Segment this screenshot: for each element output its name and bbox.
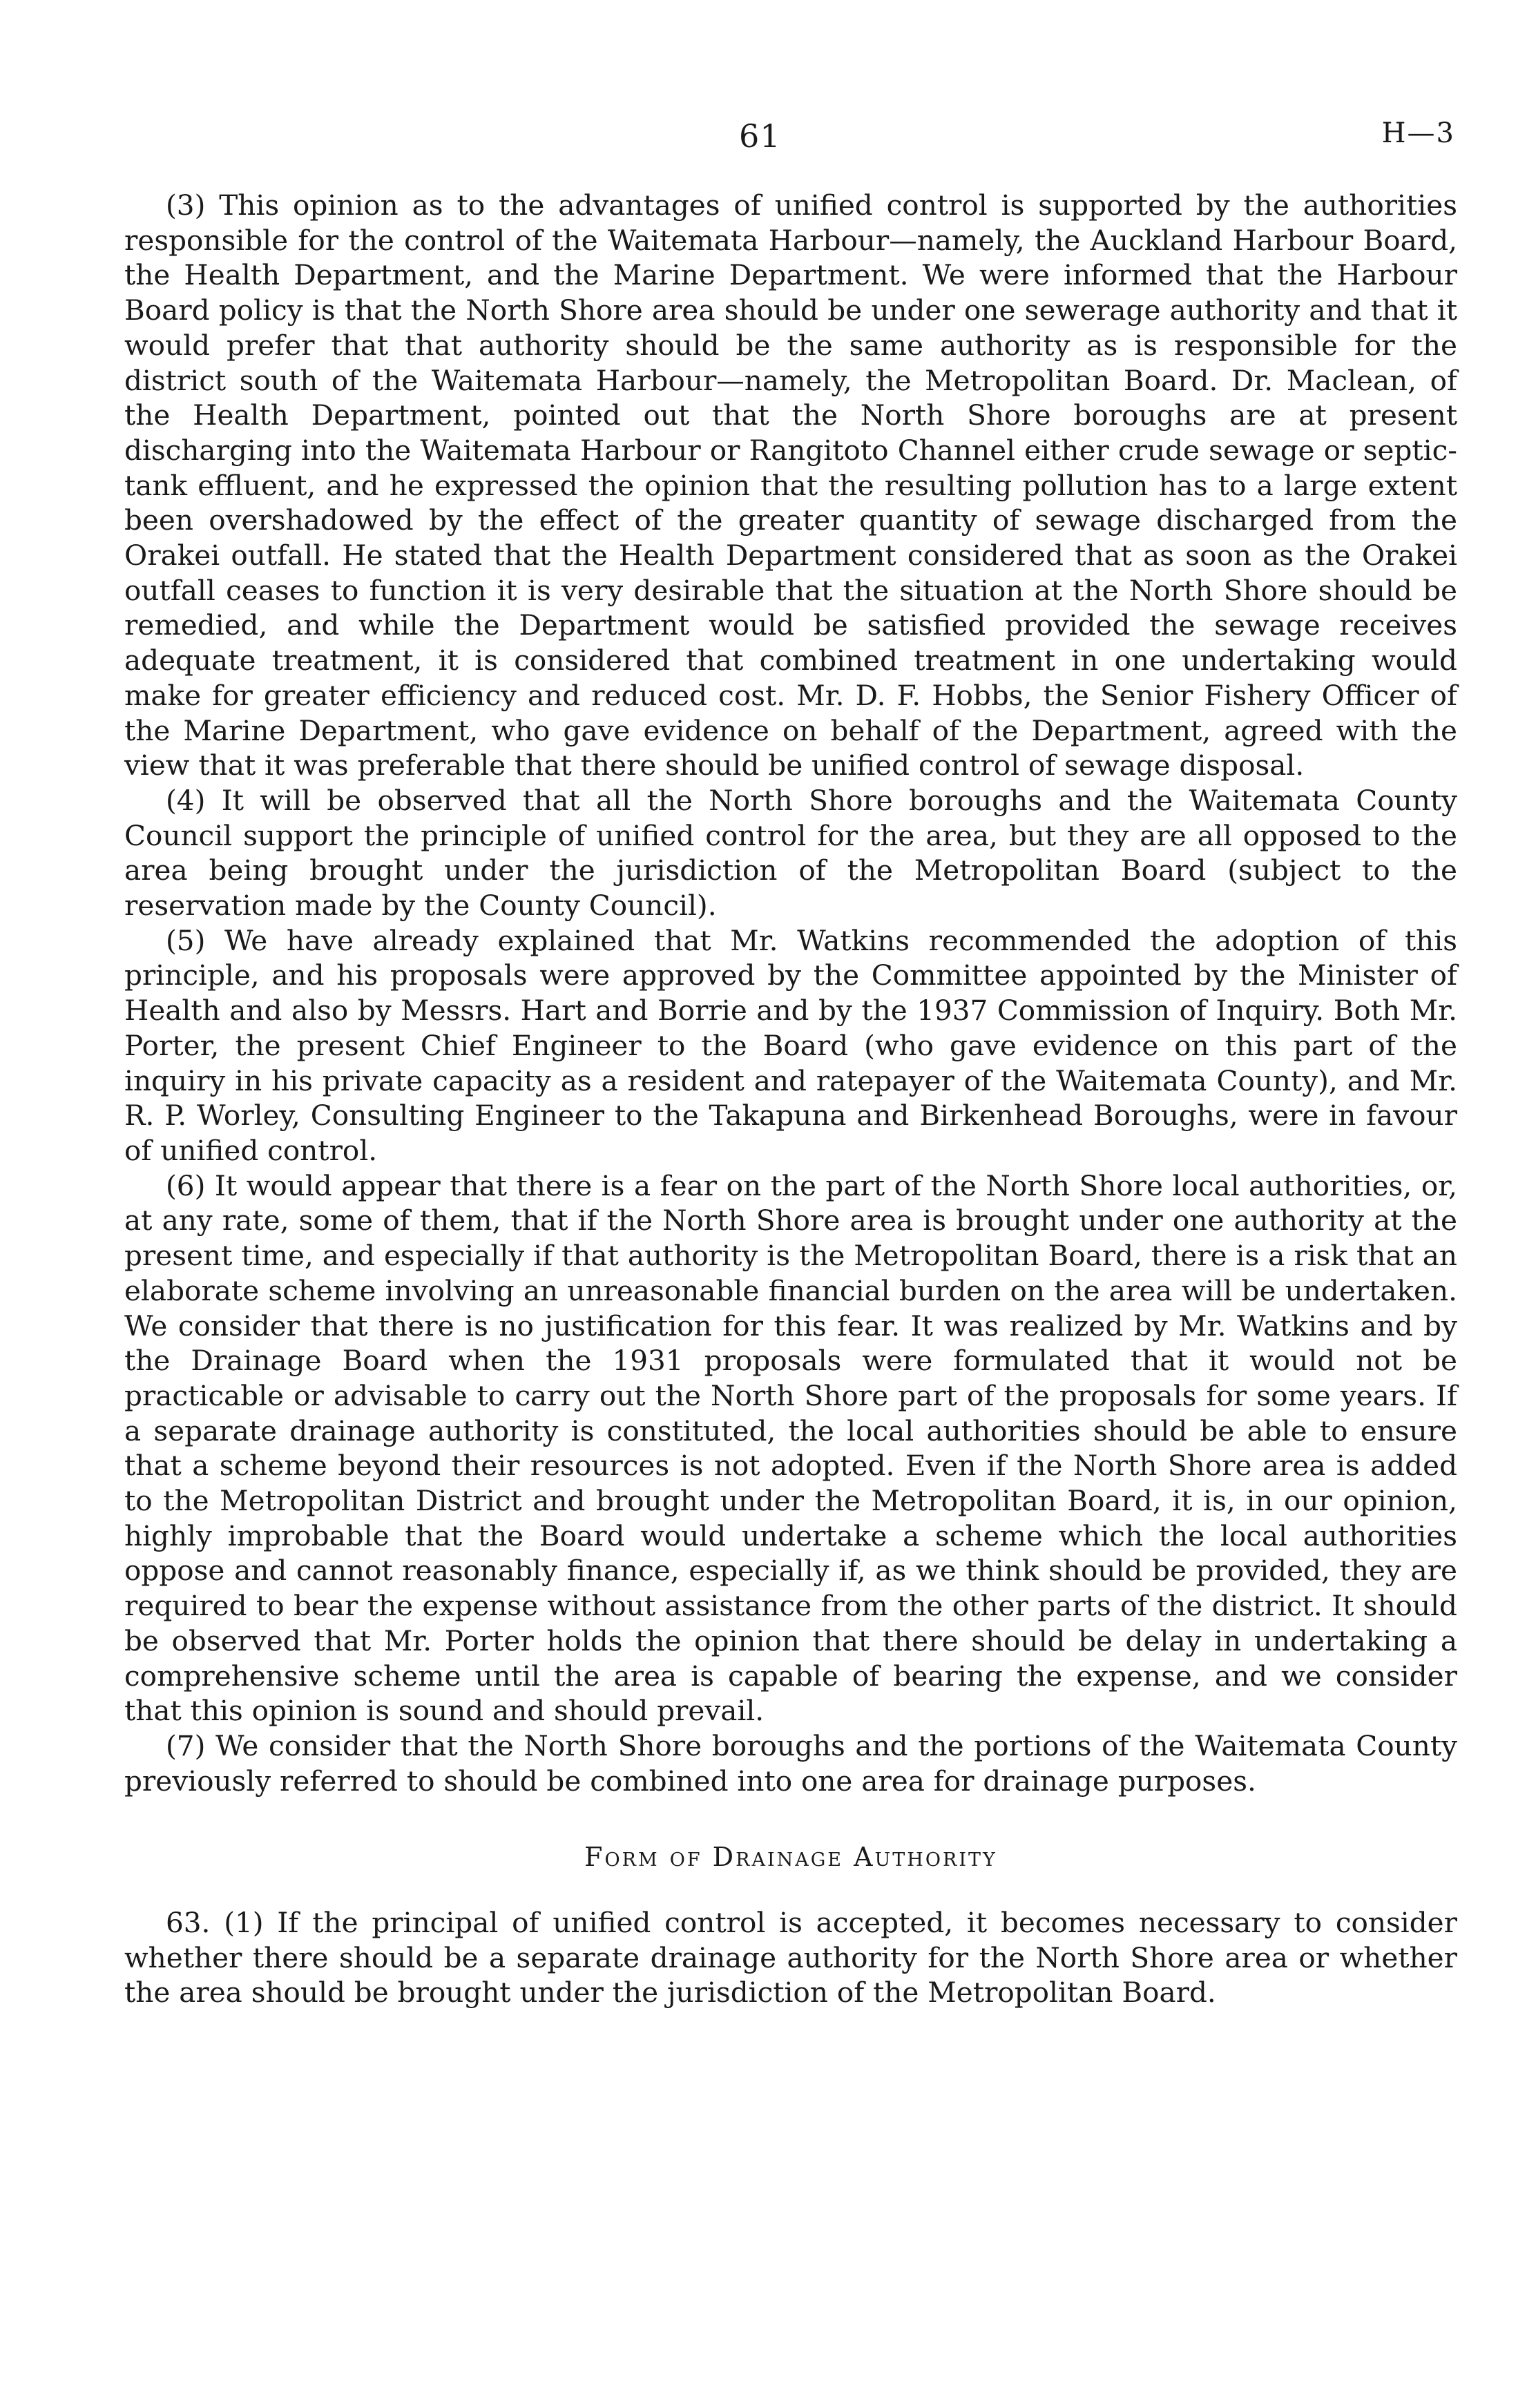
paragraph-63: 63. (1) If the principal of unified control is accepted, it becomes necessary to consider whether there should be a separate drainage authority for the North Shore area or whether the area should be brought under the jurisdiction of the Metropolitan Board. [124, 1906, 1457, 2010]
paragraph-6: (6) It would appear that there is a fear on the part of the North Shore local authorities, or, at any rate, some of them, that if the North Shore area is brought under one authority at the present time, and especially if that authority is the Metropolitan Board, there is a risk that an elaborate scheme involving an unreasonable financial burden on the area will be undertaken. We consider that there is no justification for this fear. It was realized by Mr. Watkins and by the Drainage Board when the 1931 proposals were formulated that it would not be practicable or advisable to carry out the North Shore part of the proposals for some years. If a separate drainage authority is constituted, the local authorities should be able to ensure that a scheme beyond their resources is not adopted. Even if the North Shore area is added to the Metropolitan District and brought under the Metropolitan Board, it is, in our opinion, highly improbable that the Board would undertake a scheme which the local authorities oppose and cannot reasonably finance, especially if, as we think should be provided, they are required to bear the expense without assistance from the other parts of the district. It should be observed that Mr. Porter holds the opinion that there should be delay in undertaking a comprehensive scheme until the area is capable of bearing the expense, and we consider that this opinion is sound and should prevail. [124, 1168, 1457, 1728]
page-header [0, 117, 1527, 159]
paragraph-7: (7) We consider that the North Shore boroughs and the portions of the Waitemata County previously referred to should be combined into one area for drainage purposes. [124, 1728, 1457, 1798]
paragraph-4: (4) It will be observed that all the North Shore boroughs and the Waitemata County Council support the principle of unified control for the area, but they are all opposed to the area being brought under the jurisdiction of the Metropolitan Board (subject to the reservation made by the County Council). [124, 783, 1457, 923]
section-heading: Form of Drainage Authority [584, 1842, 997, 1873]
paragraph-5: (5) We have already explained that Mr. Watkins recommended the adoption of this principle, and his proposals were approved by the Committee appointed by the Minister of Health and also by Messrs. Hart and Borrie and by the 1937 Commission of Inquiry. Both Mr. Porter, the present Chief Engineer to the Board (who gave evidence on this part of the inquiry in his private capacity as a resident and ratepayer of the Waitemata County), and Mr. R. P. Worley, Consulting Engineer to the Takapuna and Birkenhead Boroughs, were in favour of unified control. [124, 923, 1457, 1167]
paragraph-3: (3) This opinion as to the advantages of unified control is supported by the authorities responsible for the control of the Waitemata Harbour—namely, the Auckland Harbour Board, the Health Department, and the Marine Department. We were informed that the Harbour Board policy is that the North Shore area should be under one sewerage authority and that it would prefer that that authority should be the same authority as is responsible for the district south of the Waitemata Harbour—namely, the Metropolitan Board. Dr. Maclean, of the Health Department, pointed out that the North Shore boroughs are at present discharging into the Waitemata Harbour or Rangitoto Channel either crude sewage or septic-tank effluent, and he expressed the opinion that the resulting pollution has to a large extent been overshadowed by the effect of the greater quantity of sewage discharged from the Orakei outfall. He stated that the Health Department considered that as soon as the Orakei outfall ceases to function it is very desirable that the situation at the North Shore should be remedied, and while the Department would be satisfied provided the sewage receives adequate treatment, it is considered that combined treatment in one undertaking would make for greater efficiency and reduced cost. Mr. D. F. Hobbs, the Senior Fishery Officer of the Marine Department, who gave evidence on behalf of the Department, agreed with the view that it was preferable that there should be unified control of sewage disposal. [124, 189, 1457, 782]
document-reference: H—3 [1381, 117, 1455, 149]
body-text [124, 188, 1457, 2010]
page-number: 61 [739, 117, 781, 155]
